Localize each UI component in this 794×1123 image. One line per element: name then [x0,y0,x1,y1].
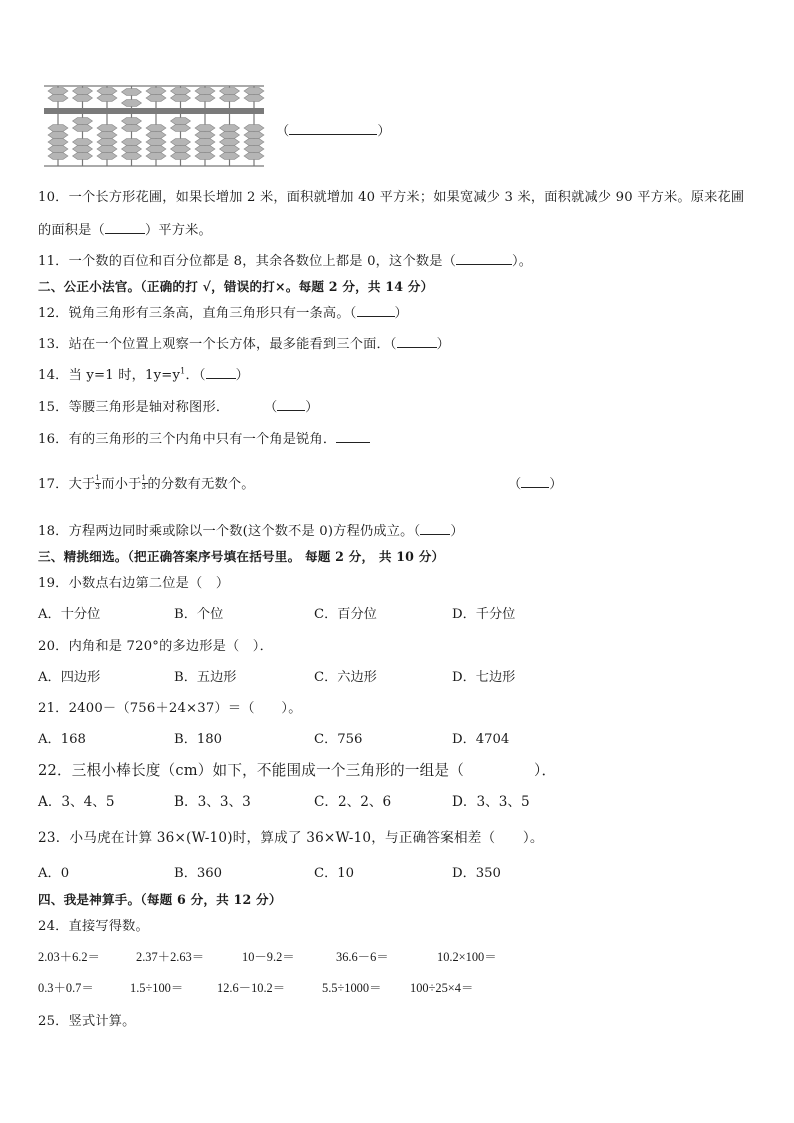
question-23-option-a[interactable]: A．0 [38,866,70,881]
abacus-bead [48,139,68,146]
abacus-bead [122,146,142,153]
question-19-stem: 19．小数点右边第二位是（ ） [38,576,230,591]
abacus-bead [195,146,215,153]
abacus-bead [97,139,117,146]
question-18-blank[interactable] [420,523,450,535]
question-17-answer: （ ） [508,477,563,492]
abacus-bead [220,153,240,160]
abacus-bead [73,125,93,132]
question-11: 11．一个数的百位和百分位都是 8，其余各数位上都是 0，这个数是（ ）。 [38,254,533,269]
abacus-bead [171,95,191,102]
abacus-bead [48,95,68,102]
abacus-bead [122,153,142,160]
calc-item: 5.5÷1000＝ [322,981,382,995]
abacus-bead [195,139,215,146]
question-17-blank[interactable] [521,476,549,488]
abacus-bead [146,139,166,146]
question-23-stem: 23．小马虎在计算 36×(W-10)时，算成了 36×W-10，与正确答案相差（ ）。 [38,830,544,846]
question-15: 15．等腰三角形是轴对称图形． [38,400,230,415]
abacus-bead [244,88,264,95]
question-15-blank[interactable] [277,399,305,411]
question-25-stem: 25．竖式计算。 [38,1014,136,1029]
abacus-bead [48,153,68,160]
abacus-bead [48,146,68,153]
abacus-bead [171,118,191,125]
abacus-bead [73,153,93,160]
abacus-bead [244,146,264,153]
fraction-2: $\frac{1}{3}$ [141,474,147,491]
section-4-title: 四、我是神算手。（每题 6 分，共 12 分） [38,892,282,907]
abacus-bead [171,125,191,132]
abacus-bead [171,153,191,160]
abacus-bead [220,146,240,153]
abacus-bead [220,95,240,102]
question-14-blank[interactable] [206,367,236,379]
question-14: 14．当 y=1 时，$1y=y^1$．（ ） [38,366,250,383]
question-10-line2: 的面积是（ ）平方米。 [38,223,212,238]
question-20-stem: 20．内角和是 720°的多边形是（ ）． [38,639,273,654]
question-12: 12．锐角三角形有三条高，直角三角形只有一条高。（ ） [38,306,408,321]
abacus-bead [122,100,142,107]
question-19-option-d[interactable]: D．千分位 [452,607,516,622]
abacus-bead [244,125,264,132]
abacus-bead [73,139,93,146]
abacus-bead [195,125,215,132]
question-16: 16．有的三角形的三个内角中只有一个角是锐角． [38,428,370,447]
question-16-blank[interactable] [336,431,370,443]
calc-item: 0.3＋0.7＝ [38,981,94,995]
abacus-bead [48,132,68,139]
calc-item: 2.37＋2.63＝ [136,950,205,964]
question-10-line1: 10．一个长方形花圃，如果长增加 2 米，面积就增加 40 平方米；如果宽减少 3 米，面积就减少 90 平方米。原来花圃 [38,190,745,205]
abacus-bead [171,88,191,95]
section-2-title: 二、公正小法官。（正确的打 √，错误的打×。每题 2 分，共 14 分） [38,279,434,294]
abacus-bead [73,95,93,102]
calc-item: 10.2×100＝ [437,950,497,964]
question-21-option-b[interactable]: B．180 [174,732,223,747]
abacus-bead [146,125,166,132]
calc-item: 36.6－6＝ [336,950,389,964]
question-20-option-b[interactable]: B．五边形 [174,670,237,685]
question-22-option-b[interactable]: B．3、3、3 [174,794,251,810]
calc-item: 12.6－10.2＝ [217,981,286,995]
question-21-option-d[interactable]: D．4704 [452,732,510,747]
abacus-bead [195,153,215,160]
question-23-option-c[interactable]: C．10 [314,866,355,881]
question-23-option-d[interactable]: D．350 [452,866,501,881]
abacus-bead [122,118,142,125]
question-21-option-c[interactable]: C．756 [314,732,363,747]
question-17: 17．大于 $\frac{1}{3}$ 而小于 $\frac{1}{3}$ 的分数有无数个。 [38,474,255,492]
question-10-blank[interactable] [105,222,145,234]
abacus-bead [146,88,166,95]
question-15-answer: （ ） [264,400,319,415]
abacus-bead [73,118,93,125]
abacus-bead [146,153,166,160]
question-23-option-b[interactable]: B．360 [174,866,223,881]
section-3-title: 三、精挑细选。（把正确答案序号填在括号里。 每题 2 分， 共 10 分） [38,549,445,564]
calc-item: 10－9.2＝ [242,950,295,964]
abacus-bead [97,153,117,160]
fraction-1: $\frac{1}{3}$ [95,474,100,491]
question-19-option-b[interactable]: B．个位 [174,607,224,622]
abacus-bead [220,88,240,95]
question-11-blank[interactable] [456,253,512,265]
abacus-answer: （ ） [276,124,391,139]
calc-item: 1.5÷100＝ [130,981,184,995]
abacus-bead [97,95,117,102]
question-21-stem: 21．2400－（756＋24×37）＝（ ）。 [38,701,302,716]
question-24-stem: 24．直接写得数。 [38,919,149,934]
abacus-beam [44,108,264,114]
abacus-bead [195,132,215,139]
question-20-option-a[interactable]: A．四边形 [38,670,101,685]
question-22-option-a[interactable]: A．3、4、5 [38,794,115,810]
abacus-bead [97,125,117,132]
abacus-illustration [44,84,266,170]
question-20-option-d[interactable]: D．七边形 [452,670,516,685]
abacus-bead [244,95,264,102]
abacus-bead [73,88,93,95]
abacus-bead [97,132,117,139]
abacus-answer-blank[interactable] [289,123,377,135]
question-12-blank[interactable] [357,305,395,317]
abacus-bead [122,89,142,96]
abacus-bead [195,95,215,102]
question-18: 18．方程两边同时乘或除以一个数(这个数不是 0)方程仍成立。（ ） [38,524,464,539]
abacus-bead [195,88,215,95]
abacus-bead [220,125,240,132]
question-22-option-c[interactable]: C．2、2、6 [314,794,392,810]
abacus-bead [122,139,142,146]
abacus-bead [48,88,68,95]
abacus-bead [220,132,240,139]
abacus-bead [73,146,93,153]
abacus-bead [244,153,264,160]
abacus-bead [122,125,142,132]
abacus-bead [220,139,240,146]
abacus-bead [146,95,166,102]
question-19-option-a[interactable]: A．十分位 [38,607,101,622]
question-13: 13．站在一个位置上观察一个长方体，最多能看到三个面．（ ） [38,337,451,352]
abacus-bead [146,132,166,139]
calc-item: 2.03＋6.2＝ [38,950,100,964]
question-22-stem: 22．三根小棒长度（cm）如下，不能围成一个三角形的一组是（ ）． [38,762,557,779]
question-19-option-c[interactable]: C．百分位 [314,607,377,622]
abacus-bead [97,88,117,95]
question-20-option-c[interactable]: C．六边形 [314,670,377,685]
question-13-blank[interactable] [397,336,437,348]
abacus-bead [48,125,68,132]
abacus-bead [171,146,191,153]
abacus-bead [146,146,166,153]
abacus-bead [244,139,264,146]
abacus-bead [244,132,264,139]
abacus-bead [97,146,117,153]
question-21-option-a[interactable]: A．168 [38,732,86,747]
question-22-option-d[interactable]: D．3、3、5 [452,794,530,810]
calc-item: 100÷25×4＝ [410,981,474,995]
abacus-bead [171,139,191,146]
